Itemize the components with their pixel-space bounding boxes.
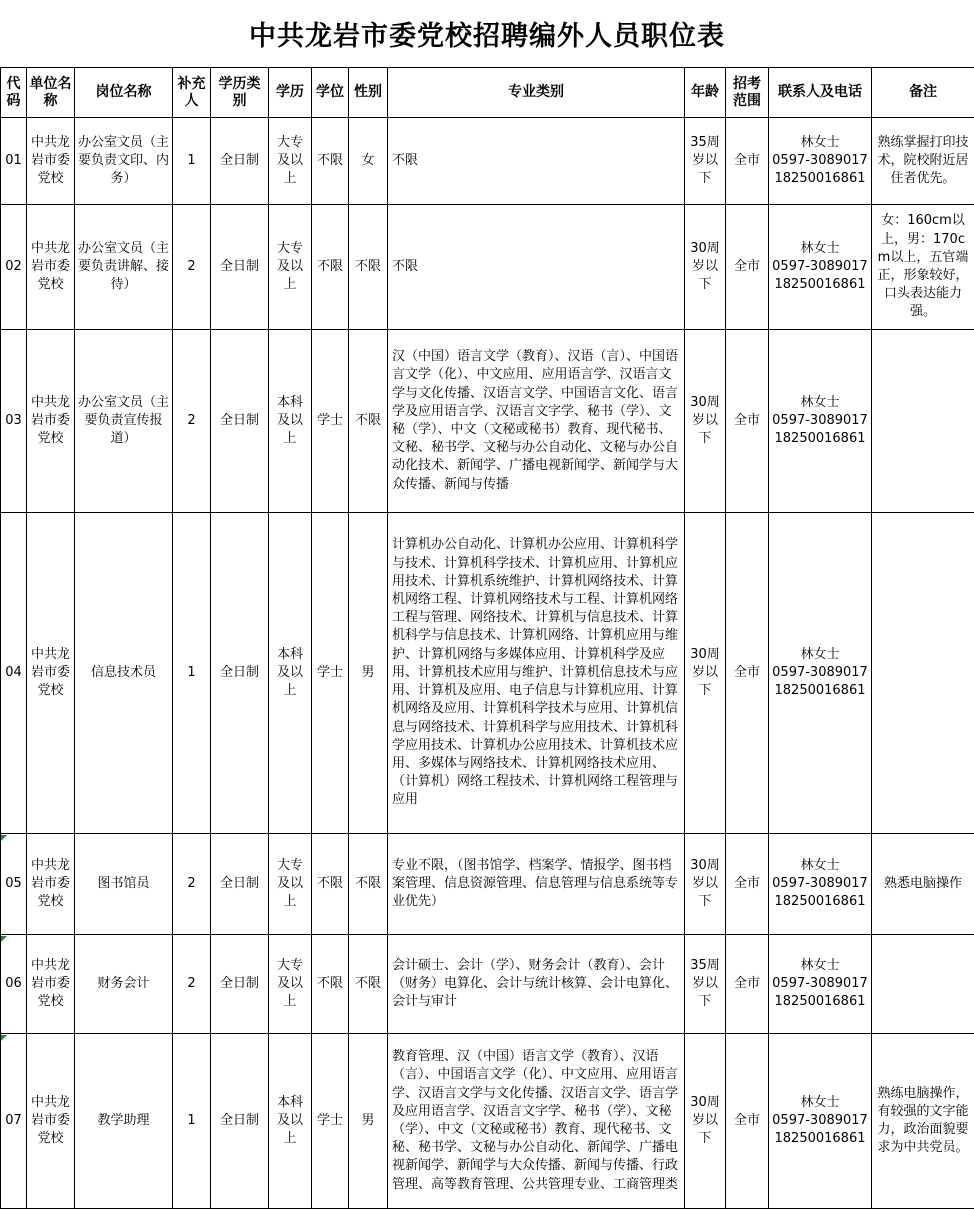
job-code-text: 03 [3,412,24,430]
education-text: 本科及以上 [271,394,309,449]
degree-text: 不限 [314,152,346,170]
post-name-text: 财务会计 [77,975,170,993]
recruit-range-text: 全市 [728,664,766,682]
header-edu: 学历 [269,68,312,118]
gender [349,513,388,834]
hire-count-text: 1 [175,664,208,682]
contact-name: 林女士 [771,394,869,412]
hire-count [173,118,211,205]
post-name [75,513,173,834]
contact-mobile: 18250016861 [771,682,869,700]
degree [312,205,349,330]
hire-count [173,1034,211,1209]
post-name-text: 办公室文员（主要负责讲解、接待） [77,240,170,295]
recruit-range [726,834,769,935]
hire-count [173,834,211,935]
header-row [1,68,974,118]
recruit-range-text: 全市 [728,152,766,170]
education-text: 本科及以上 [271,646,309,701]
header-gender: 性别 [349,68,388,118]
post-name-text: 办公室文员（主要负责宣传报道） [77,394,170,449]
hire-count-text: 1 [175,152,208,170]
unit-name-text: 中共龙岩市委党校 [29,957,72,1012]
job-code-text: 06 [3,975,24,993]
header-degree: 学位 [312,68,349,118]
gender-text: 男 [351,664,385,682]
major-list-text: 不限 [392,258,681,276]
gender [349,1034,388,1209]
header-age: 年龄 [685,68,726,118]
contact-name: 林女士 [771,240,869,258]
unit-name-text: 中共龙岩市委党校 [29,394,72,449]
major-list-text: 计算机办公自动化、计算机办公应用、计算机科学与技术、计算机科学技术、计算机应用、计算机应用技术、计算机系统维护、计算机网络技术、计算机网络工程、计算机网络技术与工程、计算机网络工程与管理、网络技术、计算机与信息技术、计算机科学与信息技术、计算机网络、计算机应用与维护、计算机网络与多媒体应用、计算机科学及应用、计算机技术应用与维护、计算机信息技术与应用、计算机及应用、电子信息与计算机应用、计算机网络及应用、计算机科学技术与应用、计算机信息与网络技术、计算机科学与应用技术、计算机科学应用技术、计算机办公应用技术、计算机技术应用、多媒体与网络技术、计算机网络技术应用、（计算机）网络工程技术、计算机网络工程管理与应用 [392,536,681,809]
contact-phone: 0597-3089017 [771,664,869,682]
age-limit [685,513,726,834]
unit-name [27,330,75,513]
table-row [1,118,974,205]
job-code [1,834,27,935]
comment-marker [1,835,7,841]
unit-name-text: 中共龙岩市委党校 [29,134,72,189]
major-list [388,1034,685,1209]
major-list-text: 教育管理、汉（中国）语言文学（教育）、汉语（言）、中国语言文学（化）、中文应用、应用语言学、汉语言文学与文化传播、汉语言文学、语言学及应用语言学、汉语言文字学、秘书（学）、文秘（学）、中文（文秘或秘书）教育、现代秘书、文秘、秘书学、文秘与办公自动化、新闻学、广播电视新闻学、新闻学与大众传播、新闻与传播、行政管理、高等教育管理、公共管理专业、工商管理类 [392,1048,681,1194]
age-limit-text: 30周岁以下 [687,1094,723,1149]
contact-phone: 0597-3089017 [771,152,869,170]
age-limit [685,834,726,935]
job-code [1,205,27,330]
table-row [1,330,974,513]
edu-type [211,513,269,834]
job-code [1,118,27,205]
age-limit [685,205,726,330]
edu-type [211,205,269,330]
post-name-text: 图书馆员 [77,875,170,893]
gender [349,205,388,330]
note-cell [872,330,974,513]
contact-name: 林女士 [771,857,869,875]
contact-phone: 0597-3089017 [771,875,869,893]
recruit-range [726,935,769,1034]
degree [312,330,349,513]
education-text: 大专及以上 [271,134,309,189]
hire-count [173,935,211,1034]
contact-name: 林女士 [771,1094,869,1112]
hire-count [173,513,211,834]
age-limit-text: 30周岁以下 [687,646,723,701]
education-text: 大专及以上 [271,957,309,1012]
education-text: 大专及以上 [271,857,309,912]
note-cell [872,205,974,330]
table-row [1,513,974,834]
contact-mobile: 18250016861 [771,170,869,188]
contact-cell [769,834,872,935]
major-list-text: 专业不限，（图书馆学、档案学、情报学、图书档案管理、信息资源管理、信息管理与信息系统等专业优先） [392,857,681,912]
job-code-text: 04 [3,664,24,682]
contact-mobile: 18250016861 [771,276,869,294]
gender-text: 不限 [351,975,385,993]
table-row [1,1034,974,1209]
contact-phone: 0597-3089017 [771,1112,869,1130]
education-text: 大专及以上 [271,240,309,295]
note-text: 熟练电脑操作，有较强的文字能力，政治面貌要求为中共党员。 [875,1085,971,1158]
job-code [1,330,27,513]
major-list [388,118,685,205]
edu-type-text: 全日制 [213,975,266,993]
major-list [388,205,685,330]
job-code [1,1034,27,1209]
age-limit-text: 35周岁以下 [687,134,723,189]
recruit-range [726,330,769,513]
contact-mobile: 18250016861 [771,1130,869,1148]
comment-marker [1,1035,7,1041]
unit-name [27,1034,75,1209]
edu-type [211,834,269,935]
comment-marker [1,936,7,942]
hire-count-text: 2 [175,258,208,276]
header-count: 补充人 [173,68,211,118]
degree-text: 不限 [314,875,346,893]
contact-phone: 0597-3089017 [771,412,869,430]
note-cell [872,118,974,205]
contact-name: 林女士 [771,646,869,664]
post-name-text: 教学助理 [77,1112,170,1130]
degree-text: 不限 [314,258,346,276]
post-name-text: 办公室文员（主要负责文印、内务） [77,134,170,189]
note-cell [872,834,974,935]
job-code [1,513,27,834]
edu-type-text: 全日制 [213,875,266,893]
age-limit-text: 30周岁以下 [687,857,723,912]
education-text: 本科及以上 [271,1094,309,1149]
contact-phone: 0597-3089017 [771,258,869,276]
job-code-text: 07 [3,1112,24,1130]
age-limit-text: 35周岁以下 [687,957,723,1012]
gender [349,935,388,1034]
note-cell [872,935,974,1034]
post-name [75,935,173,1034]
contact-name: 林女士 [771,957,869,975]
header-code: 代码 [1,68,27,118]
contact-cell [769,935,872,1034]
unit-name-text: 中共龙岩市委党校 [29,857,72,912]
edu-type-text: 全日制 [213,258,266,276]
degree-text: 不限 [314,975,346,993]
major-list-text: 不限 [392,152,681,170]
recruit-range [726,1034,769,1209]
edu-type-text: 全日制 [213,412,266,430]
contact-cell [769,330,872,513]
hire-count [173,330,211,513]
unit-name-text: 中共龙岩市委党校 [29,240,72,295]
unit-name [27,118,75,205]
edu-type [211,935,269,1034]
unit-name-text: 中共龙岩市委党校 [29,646,72,701]
edu-type-text: 全日制 [213,1112,266,1130]
recruit-range [726,118,769,205]
major-list [388,330,685,513]
recruit-range [726,205,769,330]
degree-text: 学士 [314,412,346,430]
job-code-text: 05 [3,875,24,893]
major-list [388,834,685,935]
contact-cell [769,1034,872,1209]
unit-name-text: 中共龙岩市委党校 [29,1094,72,1149]
degree [312,513,349,834]
contact-cell [769,118,872,205]
contact-mobile: 18250016861 [771,893,869,911]
major-list-text: 汉（中国）语言文学（教育）、汉语（言）、中国语言文学（化）、中文应用、应用语言学、汉语言文学与文化传播、汉语言文学、中国语言文化、语言学及应用语言学、汉语言文字学、秘书（学）、文秘（学）、中文（文秘或秘书）教育、现代秘书、文秘、秘书学、文秘与办公自动化、文秘与办公自动化技术、新闻学、广播电视新闻学、新闻学与大众传播、新闻与传播 [392,348,681,494]
degree-text: 学士 [314,664,346,682]
gender-text: 不限 [351,258,385,276]
job-code [1,935,27,1034]
hire-count [173,205,211,330]
age-limit [685,935,726,1034]
gender [349,118,388,205]
age-limit [685,1034,726,1209]
edu-type [211,330,269,513]
recruit-range-text: 全市 [728,258,766,276]
unit-name [27,935,75,1034]
degree-text: 学士 [314,1112,346,1130]
gender-text: 不限 [351,875,385,893]
degree [312,118,349,205]
contact-cell [769,513,872,834]
education [269,935,312,1034]
recruit-range-text: 全市 [728,875,766,893]
table-row [1,205,974,330]
recruit-range-text: 全市 [728,975,766,993]
hire-count-text: 1 [175,1112,208,1130]
degree [312,935,349,1034]
edu-type [211,1034,269,1209]
gender [349,834,388,935]
hire-count-text: 2 [175,975,208,993]
header-post: 岗位名称 [75,68,173,118]
contact-name: 林女士 [771,134,869,152]
gender-text: 不限 [351,412,385,430]
age-limit [685,330,726,513]
post-name [75,1034,173,1209]
job-code-text: 02 [3,258,24,276]
unit-name [27,513,75,834]
major-list [388,513,685,834]
note-cell [872,513,974,834]
post-name [75,205,173,330]
gender-text: 女 [351,152,385,170]
header-note: 备注 [872,68,974,118]
job-table [0,67,974,1209]
header-major: 专业类别 [388,68,685,118]
unit-name [27,205,75,330]
job-code-text: 01 [3,152,24,170]
header-contact: 联系人及电话 [769,68,872,118]
gender [349,330,388,513]
major-list-text: 会计硕士、会计（学）、财务会计（教育）、会计（财务）电算化、会计与统计核算、会计电算化、会计与审计 [392,957,681,1012]
header-edu-type: 学历类别 [211,68,269,118]
edu-type-text: 全日制 [213,152,266,170]
header-unit: 单位名称 [27,68,75,118]
gender-text: 男 [351,1112,385,1130]
contact-mobile: 18250016861 [771,430,869,448]
note-text: 熟练掌握打印技术，院校附近居住者优先。 [875,134,971,189]
age-limit-text: 30周岁以下 [687,240,723,295]
page-title: 中共龙岩市委党校招聘编外人员职位表 [249,14,725,53]
recruit-range-text: 全市 [728,1112,766,1130]
education [269,513,312,834]
edu-type-text: 全日制 [213,664,266,682]
edu-type [211,118,269,205]
post-name [75,834,173,935]
education [269,205,312,330]
contact-mobile: 18250016861 [771,993,869,1011]
post-name-text: 信息技术员 [77,664,170,682]
contact-phone: 0597-3089017 [771,975,869,993]
education [269,118,312,205]
contact-cell [769,205,872,330]
education [269,1034,312,1209]
degree [312,834,349,935]
age-limit [685,118,726,205]
hire-count-text: 2 [175,412,208,430]
note-cell [872,1034,974,1209]
major-list [388,935,685,1034]
hire-count-text: 2 [175,875,208,893]
post-name [75,330,173,513]
education [269,330,312,513]
degree [312,1034,349,1209]
unit-name [27,834,75,935]
title-bar [0,0,974,67]
note-text: 熟悉电脑操作 [875,875,971,893]
header-range: 招考范围 [726,68,769,118]
post-name [75,118,173,205]
education [269,834,312,935]
recruit-range-text: 全市 [728,412,766,430]
age-limit-text: 30周岁以下 [687,394,723,449]
recruit-range [726,513,769,834]
table-row [1,834,974,935]
table-row [1,935,974,1034]
note-text: 女：160cm以上，男：170cm以上，五官端正，形象较好，口头表达能力强。 [875,212,971,321]
